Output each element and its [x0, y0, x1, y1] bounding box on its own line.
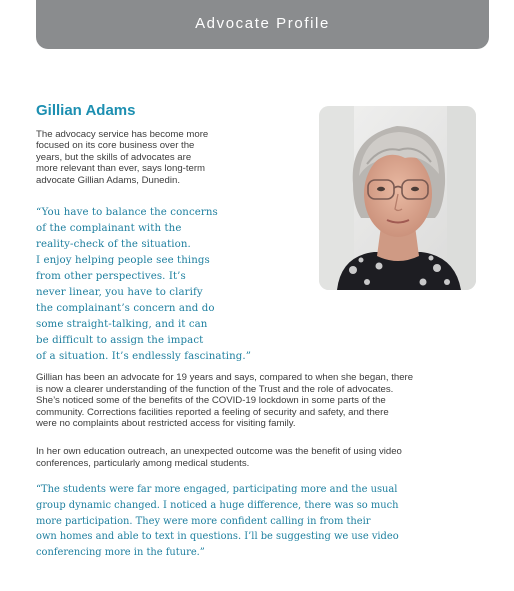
paragraph-line: She’s noticed some of the benefits of the COVID-19 lockdown in some parts of the [36, 395, 386, 406]
intro-line: years, but the skills of advocates are [36, 151, 192, 163]
quote-line: “You have to balance the concerns [36, 207, 218, 218]
pull-quote-1 [36, 205, 298, 365]
body-paragraph-2 [36, 446, 488, 469]
body-paragraph-1 [36, 372, 488, 430]
paragraph-line: were no complaints about restricted access for visiting family. [36, 418, 296, 429]
paragraph-line: community. Corrections facilities reported a feeling of security and safety, and there [36, 406, 389, 418]
profile-name: Gillian Adams [36, 102, 136, 119]
quote-line: conferencing more in the future.” [36, 547, 205, 559]
paragraph-line: In her own education outreach, an unexpected outcome was the benefit of using video [36, 446, 402, 457]
quote-line: more participation. They were more confident calling in from their [36, 515, 371, 527]
banner-title: Advocate Profile [195, 15, 330, 32]
quote-line: some straight-talking, and it can [36, 319, 208, 330]
quote-line: I enjoy helping people see things [36, 255, 210, 266]
pull-quote-2 [36, 482, 488, 561]
intro-line: advocate Gillian Adams, Dunedin. [36, 174, 180, 186]
portrait-illustration [319, 106, 476, 290]
quote-line: be difficult to assign the impact [36, 335, 204, 346]
quote-line: the complainant’s concern and do [36, 303, 215, 314]
intro-paragraph [36, 129, 251, 186]
intro-line: The advocacy service has become more [36, 129, 209, 140]
quote-line: own homes and able to text in questions. I’ll be suggesting we use video [36, 531, 399, 543]
intro-line: focused on its core business over the [36, 140, 195, 152]
quote-line: “The students were far more engaged, participating more and the usual [36, 484, 398, 495]
quote-line: never linear, you have to clarify [36, 287, 203, 298]
quote-line: of the complainant with the [36, 223, 182, 234]
section-banner [36, 0, 489, 49]
quote-line: group dynamic changed. I noticed a huge difference, there was so much [36, 499, 399, 511]
paragraph-line: conferences, particularly among medical students. [36, 457, 250, 469]
paragraph-line: is now a clearer understanding of the function of the Trust and the role of advocates. [36, 383, 394, 395]
profile-photo [319, 106, 476, 290]
intro-line: more relevant than ever, says long-term [36, 163, 206, 175]
quote-line: from other perspectives. It’s [36, 271, 186, 282]
quote-line: of a situation. It’s endlessly fascinating.” [36, 351, 252, 362]
quote-line: reality-check of the situation. [36, 239, 191, 250]
paragraph-line: Gillian has been an advocate for 19 years and says, compared to when she began, there [36, 372, 414, 383]
